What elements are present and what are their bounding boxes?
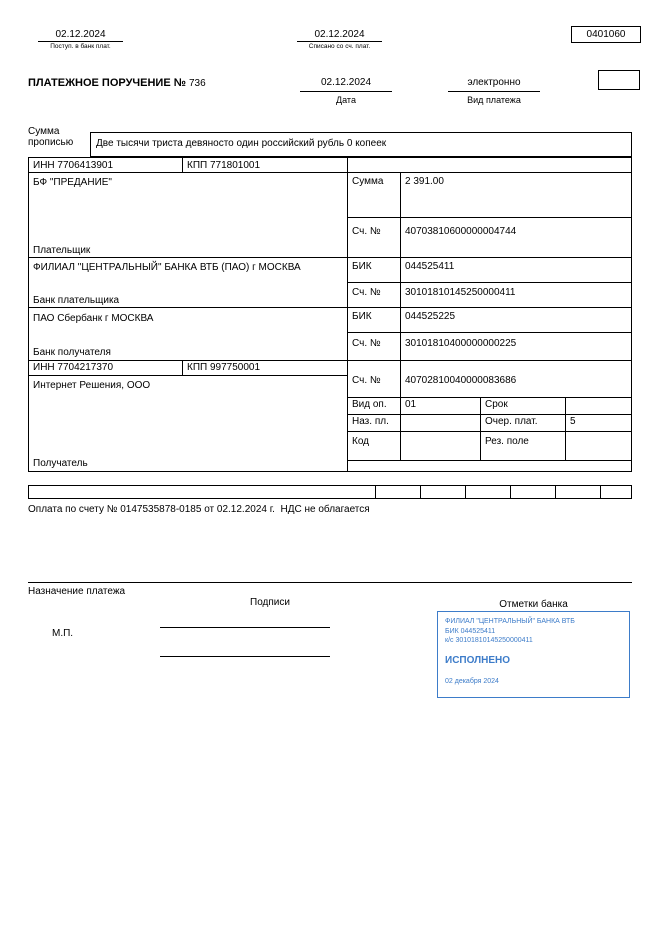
purpose-code-label: Наз. пл. (352, 416, 389, 427)
title-date-label: Дата (336, 95, 356, 105)
payment-kind: электронно (467, 77, 521, 88)
table-line (28, 375, 347, 376)
stamp-date: 02 декабря 2024 (445, 677, 499, 685)
table-line (565, 397, 566, 460)
payer-section-label: Плательщик (33, 245, 91, 256)
table-line (28, 257, 632, 258)
line (300, 91, 392, 92)
table-line (420, 485, 421, 499)
stamp-bik: БИК 044525411 (445, 627, 496, 635)
payer-inn: ИНН 7706413901 (33, 160, 114, 171)
table-line (375, 485, 376, 499)
table-line (400, 172, 401, 460)
table-line (28, 360, 632, 361)
table-line (182, 157, 183, 172)
payee-bank-bik-label: БИК (352, 311, 372, 322)
stamp-status: ИСПОЛНЕНО (445, 654, 511, 666)
payer-bank-bik: 044525411 (405, 261, 455, 272)
form-code: 0401060 (586, 29, 626, 40)
amount-words-value: Две тысячи триста девяносто один российский рубль 0 копеек (96, 138, 387, 149)
table-line (347, 460, 632, 461)
payee-inn: ИНН 7704217370 (33, 362, 114, 373)
tax-fields-strip (28, 485, 632, 499)
payee-bank-account: 30101810400000000225 (405, 338, 517, 349)
table-line (600, 485, 601, 499)
signatures-label: Подписи (250, 597, 290, 608)
title-number: 736 (188, 78, 206, 89)
table-line (347, 332, 632, 333)
reserve-label: Рез. поле (485, 436, 529, 447)
line (38, 41, 123, 42)
table-line (347, 282, 632, 283)
payee-bank-name: ПАО Сбербанк г МОСКВА (33, 313, 154, 324)
payee-account-label: Сч. № (352, 375, 381, 386)
payment-kind-box (598, 70, 640, 90)
payee-bank-section-label: Банк получателя (33, 347, 111, 358)
debited-date-label: Списано со сч. плат. (308, 43, 371, 50)
payer-account-label: Сч. № (352, 226, 381, 237)
payee-section-label: Получатель (33, 458, 88, 469)
payer-name: БФ "ПРЕДАНИЕ" (33, 177, 112, 188)
table-line (510, 485, 511, 499)
payee-bank-bik: 044525225 (405, 311, 456, 322)
received-date: 02.12.2024 (55, 29, 106, 40)
payer-account: 40703810600000004744 (405, 226, 517, 237)
payee-account: 40702810040000083686 (405, 375, 517, 386)
table-line (555, 485, 556, 499)
stamp-corr-account: к/с 30101810145250000411 (445, 637, 533, 644)
table-line (347, 431, 632, 432)
payment-purpose-label: Назначение платежа (28, 586, 126, 597)
table-line (28, 172, 632, 173)
payee-kpp: КПП 997750001 (187, 362, 261, 373)
payer-bank-account: 30101810145250000411 (405, 287, 516, 298)
mp-label: М.П. (52, 628, 74, 639)
payment-kind-label: Вид платежа (467, 95, 521, 105)
op-kind-label: Вид оп. (352, 399, 387, 410)
term-label: Срок (485, 399, 508, 410)
amount-value: 2 391.00 (405, 176, 444, 187)
payer-bank-name: ФИЛИАЛ "ЦЕНТРАЛЬНЫЙ" БАНКА ВТБ (ПАО) г МОСКВА (33, 262, 301, 273)
amount-words-label: Сумма прописью (28, 126, 74, 148)
payer-bank-section-label: Банк плательщика (33, 295, 120, 306)
table-line (465, 485, 466, 499)
line (28, 582, 632, 583)
stamp-bank-name: ФИЛИАЛ "ЦЕНТРАЛЬНЫЙ" БАНКА ВТБ (445, 618, 575, 625)
priority-label: Очер. плат. (485, 416, 538, 427)
received-date-label: Поступ. в банк плат. (50, 43, 111, 50)
payment-purpose-text: Оплата по счету № 0147535878-0185 от 02.12.2024 г. НДС не облагается (28, 504, 370, 515)
title-date: 02.12.2024 (320, 77, 372, 88)
document-title (28, 77, 206, 90)
code-label: Код (352, 436, 370, 447)
table-line (347, 217, 632, 218)
debited-date: 02.12.2024 (314, 29, 365, 40)
line (297, 41, 382, 42)
op-kind-value: 01 (405, 399, 417, 410)
priority-value: 5 (570, 416, 576, 427)
signature-line (160, 627, 330, 628)
payer-bank-bik-label: БИК (352, 261, 372, 272)
table-line (28, 307, 632, 308)
payer-bank-account-label: Сч. № (352, 287, 381, 298)
table-line (347, 157, 348, 472)
title-label: ПЛАТЕЖНОЕ ПОРУЧЕНИЕ № (28, 77, 186, 89)
payer-kpp: КПП 771801001 (187, 160, 261, 171)
line (448, 91, 540, 92)
bank-stamp (437, 611, 630, 698)
bank-marks-label: Отметки банка (499, 599, 568, 610)
table-line (182, 360, 183, 375)
table-line (347, 414, 632, 415)
signature-line (160, 656, 330, 657)
payee-name: Интернет Решения, ООО (33, 380, 151, 391)
payee-bank-account-label: Сч. № (352, 338, 381, 349)
amount-label: Сумма (352, 176, 384, 187)
table-line (480, 397, 481, 460)
table-line (347, 397, 632, 398)
